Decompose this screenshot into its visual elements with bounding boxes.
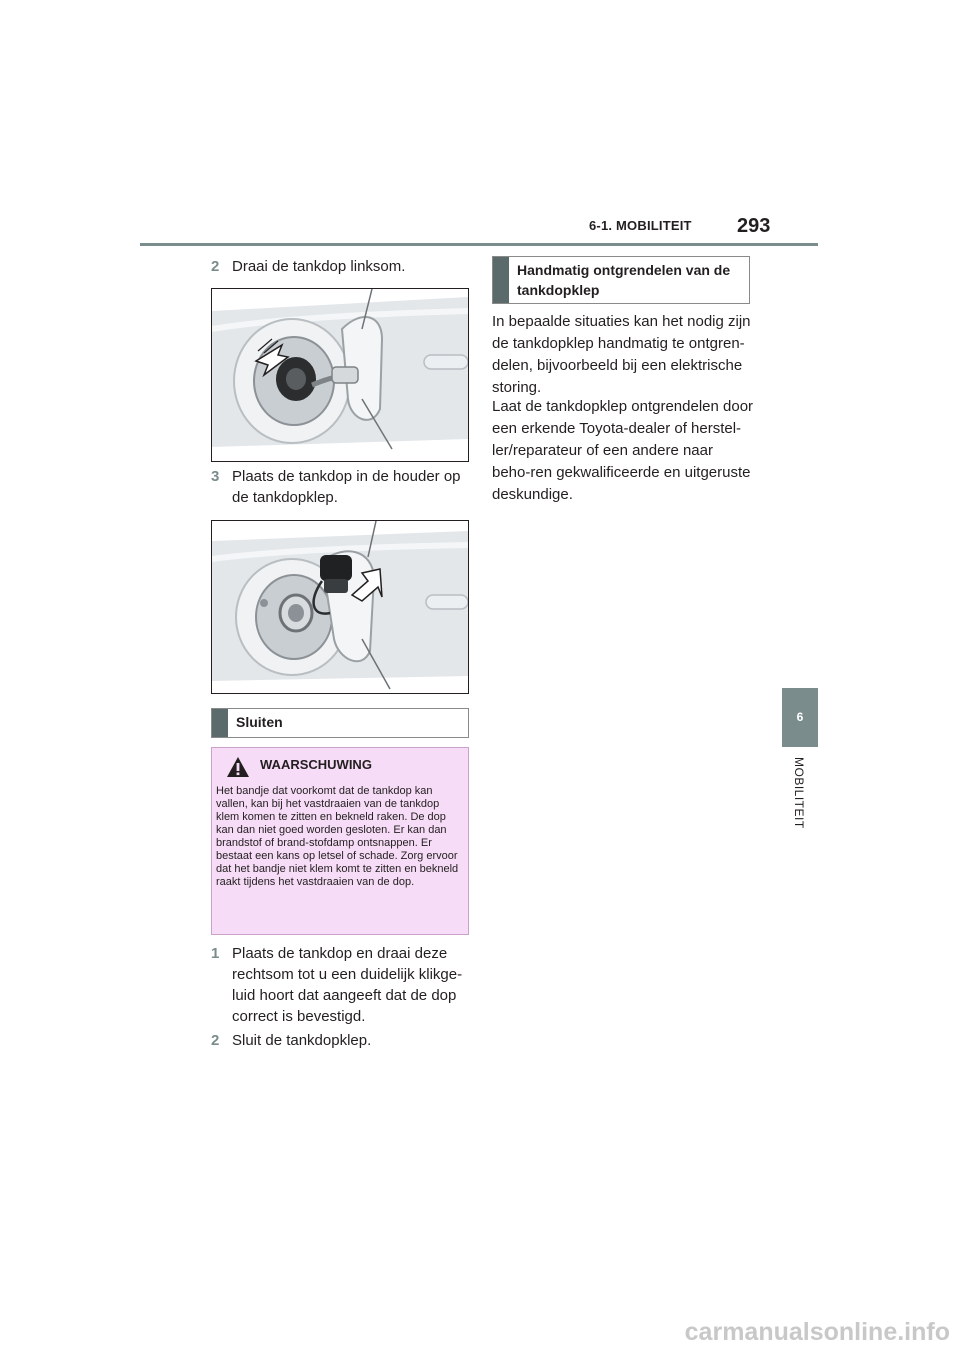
step-1-screw-cap xyxy=(211,943,473,1027)
step-3-store-cap xyxy=(211,466,471,508)
warning-triangle-icon xyxy=(226,756,250,783)
warning-title: WAARSCHUWING xyxy=(260,757,372,772)
step-2-rotate xyxy=(211,256,471,277)
figure-unscrew-cap xyxy=(211,288,469,462)
step-number: 2 xyxy=(211,1032,220,1049)
page-number: 293 xyxy=(737,215,771,237)
cap-holder-illustration xyxy=(212,521,468,693)
warning-box xyxy=(211,747,469,935)
step-2-close-door xyxy=(211,1030,471,1051)
watermark: carmanualsonline.info xyxy=(684,1318,950,1346)
step-number: 3 xyxy=(211,468,220,485)
step-text: Plaats de tankdop en draai deze rechtsom tot u een duidelijk klikge-luid hoort dat aangeeft dat de dop correct is bevestigd. xyxy=(232,945,463,1025)
section-heading-closing xyxy=(211,708,469,738)
chapter-tab: 6 xyxy=(782,688,818,747)
figure-cap-in-holder xyxy=(211,520,469,694)
heading-bar xyxy=(493,257,509,303)
paragraph-situations: In bepaalde situaties kan het nodig zijn de tankdopklep handmatig te ontgren-delen, bijvoorbeeld bij een elektrische storing. xyxy=(492,313,751,396)
fuel-door-illustration xyxy=(212,289,468,461)
heading-text: Sluiten xyxy=(236,714,283,730)
section-title: 6-1. MOBILITEIT xyxy=(589,218,692,233)
heading-text: Handmatig ontgrendelen van de tankdopklep xyxy=(517,262,731,298)
header-rule xyxy=(140,243,818,246)
heading-bar xyxy=(212,709,228,737)
chapter-label: MOBILITEIT xyxy=(792,757,806,829)
step-number: 2 xyxy=(211,258,220,275)
step-text: Plaats de tankdop in de houder op de tankdopklep. xyxy=(232,468,461,506)
step-text: Sluit de tankdopklep. xyxy=(232,1032,372,1049)
section-heading-manual-release xyxy=(492,256,750,304)
warning-body: Het bandje dat voorkomt dat de tankdop kan vallen, kan bij het vastdraaien van de tankdop klem komen te zitten en bekneld raken. De dop kan dan niet goed worden gesloten. Er kan dan brandstof of brand-stofdamp ontsnappen. Er bestaat een kans op letsel of schade. Zorg ervoor dat het bandje niet klem komt te zitten en bekneld raakt tijdens het vastdraaien van de dop. xyxy=(216,785,459,888)
paragraph-dealer: Laat de tankdopklep ontgrendelen door een erkende Toyota-dealer of herstel-ler/reparateur of een andere naar beho-ren gekwalificeerde en uitgeruste deskundige. xyxy=(492,398,754,503)
step-number: 1 xyxy=(211,945,220,962)
step-text: Draai de tankdop linksom. xyxy=(232,258,406,275)
